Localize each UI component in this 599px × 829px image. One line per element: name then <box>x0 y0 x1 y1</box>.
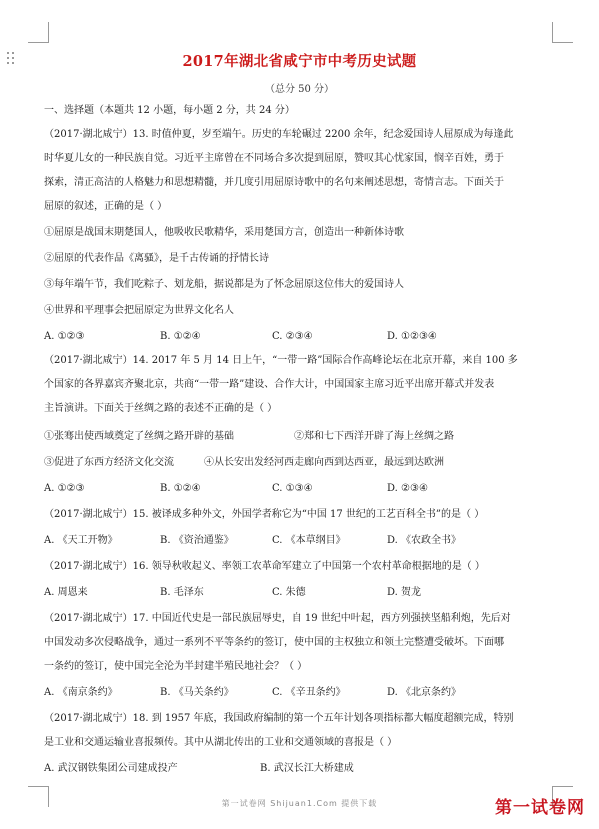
option-b[interactable]: B. 《马关条约》 <box>160 687 234 698</box>
question-text-line: （2017·湖北咸宁）14. 2017 年 5 月 14 日上午，“一带一路”国际合作高峰论坛在北京开幕，来自 100 多 <box>44 355 518 366</box>
page-title: 2017年湖北省咸宁市中考历史试题 <box>182 53 417 70</box>
statement: ①屈原是战国末期楚国人，他吸收民歌精华，采用楚国方言，创造出一种新体诗歌 <box>44 227 404 238</box>
question-text-line: （2017·湖北咸宁）16. 领导秋收起义、率领工农革命军建立了中国第一个农村革命根据地的是（ ） <box>44 561 485 572</box>
statement: ④从长安出发经河西走廊向西到达西亚，最远到达欧洲 <box>204 457 444 468</box>
question-text-line: （2017·湖北咸宁）18. 到 1957 年底，我国政府编制的第一个五年计划各项指标都大幅度超额完成，特别 <box>44 713 514 724</box>
option-b[interactable]: B. 毛泽东 <box>160 587 204 598</box>
question-text-line: 一条约的签订，使中国完全沦为半封建半殖民地社会？（ ） <box>44 661 308 672</box>
option-a[interactable]: A. ①②③ <box>44 483 85 494</box>
option-b[interactable]: B. ①②④ <box>160 483 201 494</box>
option-a[interactable]: A. 《南京条约》 <box>44 687 118 698</box>
option-d[interactable]: D. ①②③④ <box>387 331 437 342</box>
statement: ②屈原的代表作品《离骚》，是千古传诵的抒情长诗 <box>44 253 269 264</box>
crop-mark-top-left <box>28 22 49 43</box>
statement: ③促进了东西方经济文化交流 <box>44 457 174 468</box>
option-c[interactable]: C. 朱德 <box>272 587 306 598</box>
option-d[interactable]: D. 《北京条约》 <box>387 687 462 698</box>
option-a[interactable]: A. 周恩来 <box>44 587 88 598</box>
question-text-line: 是工业和交通运输业喜报频传。其中从湖北传出的工业和交通领域的喜报是（ ） <box>44 737 398 748</box>
section-heading: 一、选择题（本题共 12 小题，每小题 2 分，共 24 分） <box>44 105 295 116</box>
question-text-line: 主旨演讲。下面关于丝绸之路的表述不正确的是（ ） <box>44 403 278 414</box>
option-c[interactable]: C. 《本草纲目》 <box>272 535 346 546</box>
option-b[interactable]: B. 武汉长江大桥建成 <box>260 763 354 774</box>
question-text-line: （2017·湖北咸宁）15. 被译成多种外文，外国学者称它为“中国 17 世纪的工艺百科全书”的是（ ） <box>44 509 485 520</box>
brand-logo: 第一试卷网 <box>495 798 585 818</box>
question-text-line: （2017·湖北咸宁）17. 中国近代史是一部民族屈辱史，自 19 世纪中叶起，西方列强挟坚船利炮，先后对 <box>44 613 511 624</box>
option-d[interactable]: D. 《农政全书》 <box>387 535 462 546</box>
footer-watermark: 第一试卷网 Shijuan1.Com 提供下载 <box>221 799 378 808</box>
question-text-line: 个国家的各界嘉宾齐聚北京，共商“一带一路”建设、合作大计，中国国家主席习近平出席开幕式并发表 <box>44 379 495 390</box>
statement: ①张骞出使西域奠定了丝绸之路开辟的基础 <box>44 431 234 442</box>
question-text-line: 探索，清正高洁的人格魅力和思想精髓，并几度引用屈原诗歌中的名句来阐述思想，寄情言志。下面关于 <box>44 177 504 188</box>
option-d[interactable]: D. 贺龙 <box>387 587 422 598</box>
option-b[interactable]: B. ①②④ <box>160 331 201 342</box>
option-c[interactable]: C. ①③④ <box>272 483 313 494</box>
question-text-line: 中国发动多次侵略战争，通过一系列不平等条约的签订，使中国的主权独立和领土完整遭受破坏。下面哪 <box>44 637 504 648</box>
option-c[interactable]: C. 《辛丑条约》 <box>272 687 346 698</box>
option-a[interactable]: A. ①②③ <box>44 331 85 342</box>
statement: ④世界和平理事会把屈原定为世界文化名人 <box>44 305 234 316</box>
question-text-line: 屈原的叙述，正确的是（ ） <box>44 201 168 212</box>
option-a[interactable]: A. 《天工开物》 <box>44 535 118 546</box>
crop-mark-top-right <box>552 22 573 43</box>
question-text-line: 时华夏儿女的一种民族自觉。习近平主席曾在不同场合多次提到屈原，赞叹其心忧家国，悯辛百姓，勇于 <box>44 153 504 164</box>
option-d[interactable]: D. ②③④ <box>387 483 428 494</box>
statement: ③每年端午节，我们吃粽子、划龙船，据说都是为了怀念屈原这位伟大的爱国诗人 <box>44 279 404 290</box>
option-a[interactable]: A. 武汉钢铁集团公司建成投产 <box>44 763 178 774</box>
option-c[interactable]: C. ②③④ <box>272 331 313 342</box>
statement: ②郑和七下西洋开辟了海上丝绸之路 <box>294 431 454 442</box>
option-b[interactable]: B. 《资治通鉴》 <box>160 535 234 546</box>
question-text-line: （2017·湖北咸宁）13. 时值仲夏，岁至端午。历史的车轮碾过 2200 余年，纪念爱国诗人屈原成为每逢此 <box>44 129 514 140</box>
score-total: （总分 50 分） <box>264 84 335 95</box>
